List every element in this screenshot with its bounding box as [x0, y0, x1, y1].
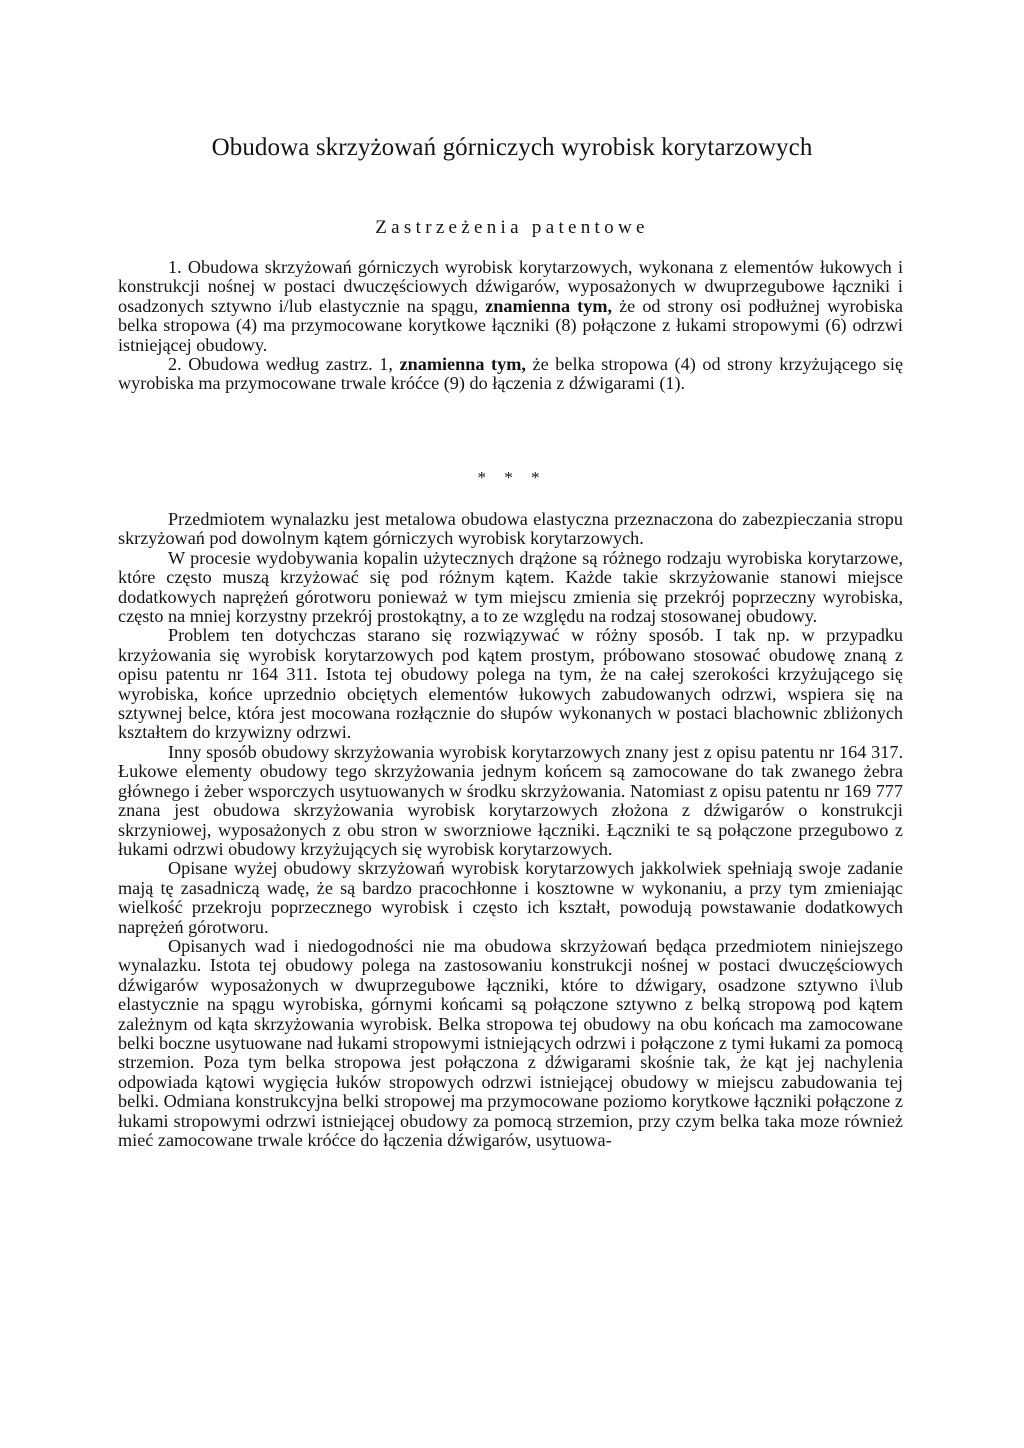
paragraph: Przedmiotem wynalazku jest metalowa obudowa elastyczna przeznaczona do zabezpieczania stropu skrzyżowań pod dowolnym kątem górniczych wyrobisk korytarzowych. [118, 509, 903, 549]
claim-2 [118, 355, 903, 394]
paragraph: Opisanych wad i niedogodności nie ma obudowa skrzyżowań będąca przedmiotem niniejszego wynalazku. Istota tej obudowy polega na zastosowaniu konstrukcji nośnej w postaci dwuczęściowych dźwigarów wyposażonych w dwuprzegubowe łączniki, które to dźwigary, osadzone sztywno i\lub elastycznie na spągu wyrobiska, górnymi końcami są połączone sztywno z belką stropową pod kątem zależnym od kąta skrzyżowania wyrobisk. Belka stropowa tej obudowy na obu końcach ma zamocowane belki boczne usytuowane nad łukami stropowymi istniejących odrzwi i połączone z tymi łukami za pomocą strzemion. Poza tym belka stropowa jest połączona z dźwigarami skośnie tak, że kąt jej nachylenia odpowiada kątowi wygięcia łuków stropowych odrzwi istniejącej obudowy w miejscu zabudowania tej belki. Odmiana konstrukcyjna belki stropowej ma przymocowane poziomo korytkowe łączniki połączone z łukami stropowymi odrzwi istniejącej obudowy za pomocą strzemion, przy czym belka taka moze również mieć zamocowane trwale króćce do łączenia dźwigarów, usytuowa- [118, 935, 903, 1150]
claim-1-characterizing-phrase: znamienna tym, [485, 295, 613, 316]
claim-2-characterizing-phrase: znamienna tym, [399, 354, 526, 375]
paragraph: W procesie wydobywania kopalin użytecznych drążone są różnego rodzaju wyrobiska korytarzowe, które często muszą krzyżować się pod różnym kątem. Każde takie skrzyżowanie stanowi miejsce dodatkowych naprężeń górotworu ponieważ w tym miejscu zmienia się przekrój poprzeczny wyrobiska, często na mniej korzystny przekrój prostokątny, a to ze względu na rodzaj stosowanej obudowy. [118, 547, 903, 627]
claim-2-text-b: że belka stropowa (4) od strony krzyżującego się wyrobiska ma przymocowane trwale króćce (9) do łączenia z dźwigarami (1). [118, 354, 904, 394]
paragraph: Inny sposób obudowy skrzyżowania wyrobisk korytarzowych znany jest z opisu patentu nr 164 317. Łukowe elementy obudowy tego skrzyżowania jednym końcem są zamocowane do tak zwanego żebra głównego i żeber wsporczych usytuowanych w środku skrzyżowania. Natomiast z opisu patentu nr 169 777 znana jest obudowa skrzyżowania wyrobisk korytarzowych złożona z dźwigarów o konstrukcji skrzyniowej, wyposażonych z obu stron w sworzniowe łączniki. Łączniki te są połączone przegubowo z łukami odrzwi obudowy krzyżujących się wyrobisk korytarzowych. [118, 741, 903, 859]
claim-1-text-b: że od strony osi podłużnej wyrobiska belka stropowa (4) ma przymocowane korytkowe łączniki (8) połączone z łukami stropowymi (6) odrzwi istniejącej obudowy. [118, 295, 904, 355]
description-body [118, 510, 903, 1150]
claim-2-text-a: 2. Obudowa według zastrz. 1, [168, 354, 393, 375]
paragraph: Problem ten dotychczas starano się rozwiązywać w różny sposób. I tak np. w przypadku krzyżowania się wyrobisk korytarzowych pod kątem prostym, próbowano stosować obudowę znaną z opisu patentu nr 164 311. Istota tej obudowy polega na tym, że na całej szerokości krzyżującego się wyrobiska, końce uprzednio obciętych elementów łukowych zabudowanych odrzwi, wspiera się na sztywnej belce, która jest mocowana rozłącznie do słupów wykonanych w postaci blachownic zbliżonych kształtem do krzywizny odrzwi. [118, 625, 903, 743]
section-separator: * * * [477, 468, 547, 487]
paragraph: Opisane wyżej obudowy skrzyżowań wyrobisk korytarzowych jakkolwiek spełniają swoje zadanie mają tę zasadniczą wadę, że są bardzo pracochłonne i kosztowne w wykonaniu, a przy tym zmieniając wielkość przekroju poprzecznego wyrobisk i często ich kształt, powodują powstawanie dodatkowych naprężeń górotworu. [118, 858, 903, 937]
claim-1-text-a: 1. Obudowa skrzyżowań górniczych wyrobisk korytarzowych, wykonana z elementów łukowych i konstrukcji nośnej w postaci dwuczęściowych dźwigarów, wyposażonych w dwuprzegubowe łączniki i osadzonych sztywno i/lub elastycznie na spągu, [118, 257, 903, 316]
claims-section [118, 258, 903, 394]
document-title: Obudowa skrzyżowań górniczych wyrobisk korytarzowych [211, 134, 813, 161]
claim-1 [118, 258, 903, 355]
claims-heading: Zastrzeżenia patentowe [375, 217, 649, 238]
